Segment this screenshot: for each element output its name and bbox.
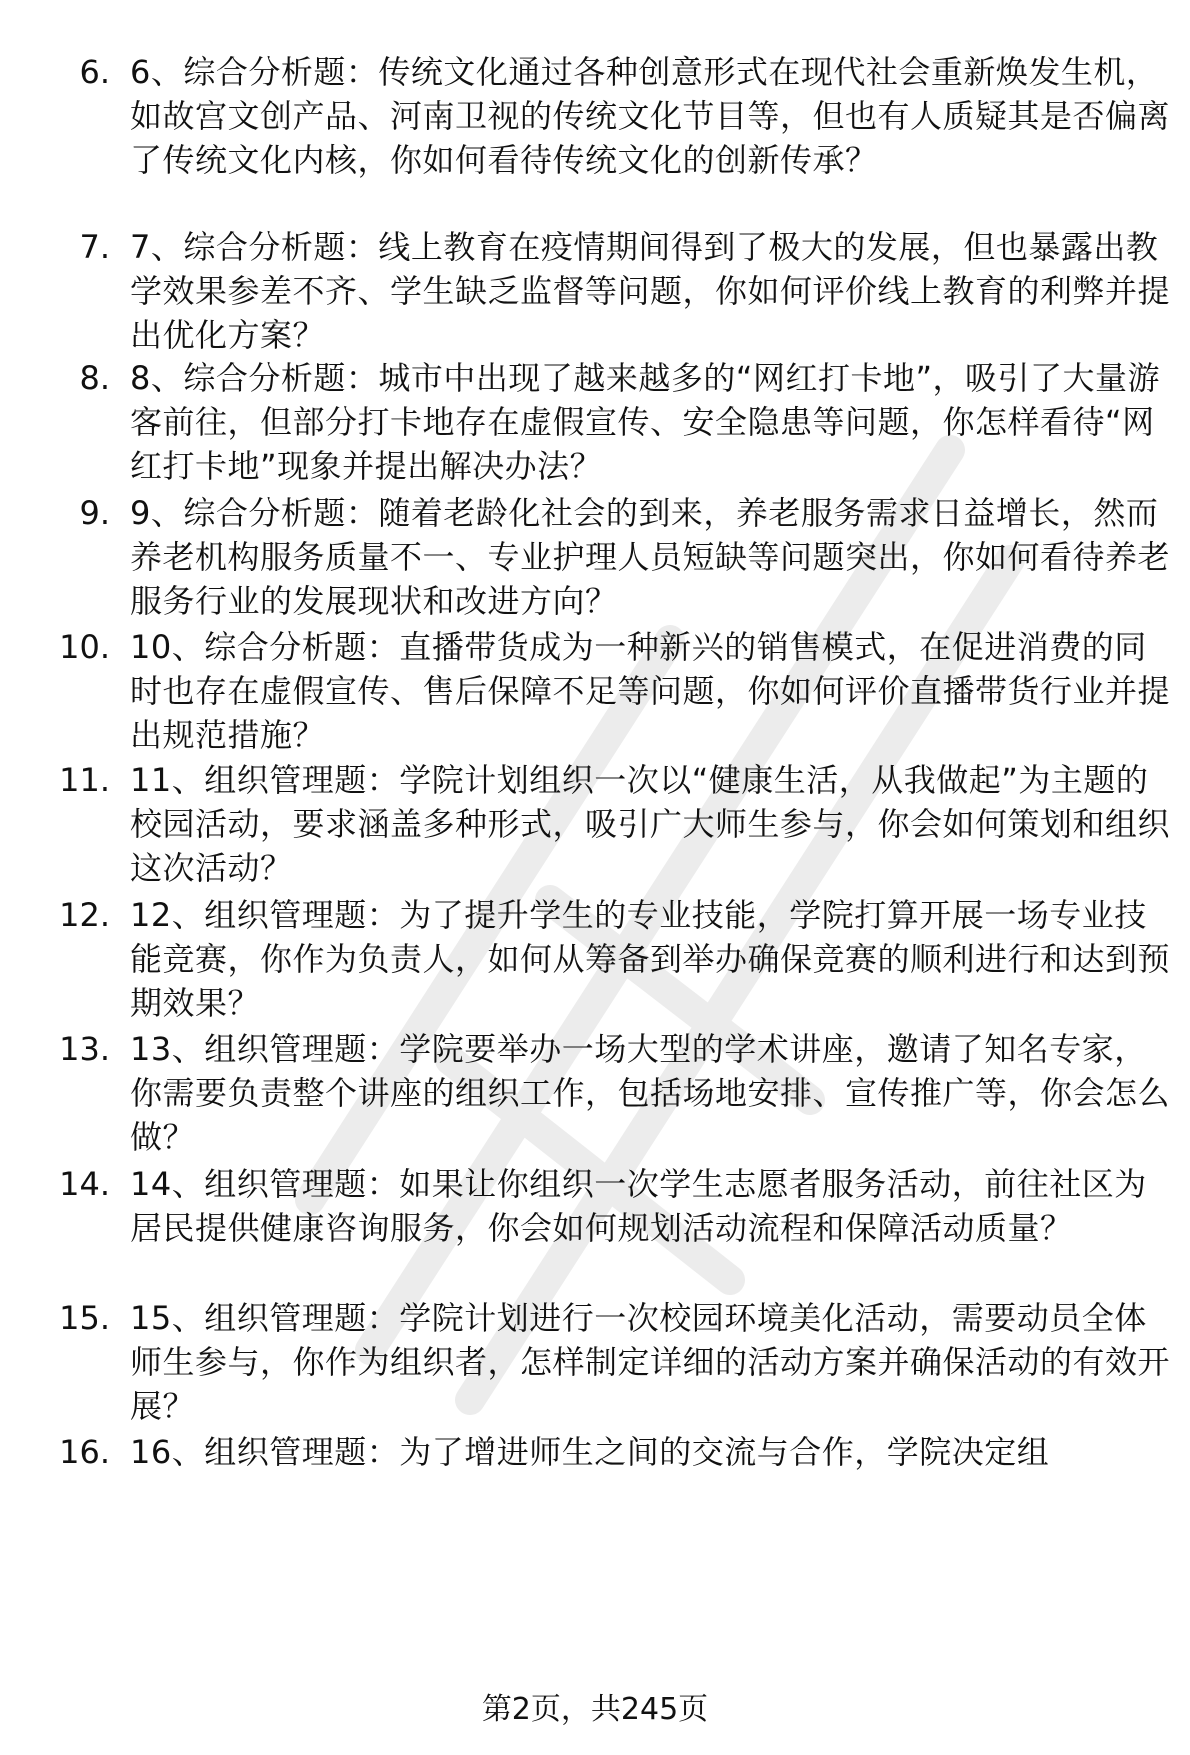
question-text: 7、综合分析题：线上教育在疫情期间得到了极大的发展，但也暴露出教学效果参差不齐、学生缺乏监督等问题，你如何评价线上教育的利弊并提出优化方案？ [130,228,1171,354]
question-number: 15. [59,1299,110,1337]
question-number: 12. [59,896,110,934]
question-number: 7. [79,228,110,266]
page-footer: 第2页，共245页 [481,1692,709,1727]
question-number: 16. [59,1433,110,1471]
question-number: 10. [59,628,110,666]
question-text: 6、综合分析题：传统文化通过各种创意形式在现代社会重新焕发生机，如故宫文创产品、河南卫视的传统文化节目等，但也有人质疑其是否偏离了传统文化内核，你如何看待传统文化的创新传承？ [130,53,1171,179]
question-text: 13、组织管理题：学院要举办一场大型的学术讲座，邀请了知名专家，你需要负责整个讲座的组织工作，包括场地安排、宣传推广等，你会怎么做？ [130,1030,1171,1156]
question-text: 8、综合分析题：城市中出现了越来越多的“网红打卡地”，吸引了大量游客前往，但部分打卡地存在虚假宣传、安全隐患等问题，你怎样看待“网红打卡地”现象并提出解决办法？ [130,359,1161,485]
question-number: 6. [79,53,110,91]
question-text: 16、组织管理题：为了增进师生之间的交流与合作，学院决定组 [130,1433,1050,1471]
question-number: 11. [59,761,110,799]
question-text: 11、组织管理题：学院计划组织一次以“健康生活，从我做起”为主题的校园活动，要求涵盖多种形式，吸引广大师生参与，你会如何策划和组织这次活动？ [130,761,1171,887]
question-text: 14、组织管理题：如果让你组织一次学生志愿者服务活动，前往社区为居民提供健康咨询服务，你会如何规划活动流程和保障活动质量？ [130,1165,1147,1247]
question-text: 12、组织管理题：为了提升学生的专业技能，学院打算开展一场专业技能竞赛，你作为负责人，如何从筹备到举办确保竞赛的顺利进行和达到预期效果？ [130,896,1171,1022]
question-number: 9. [79,494,110,532]
question-text: 9、综合分析题：随着老龄化社会的到来，养老服务需求日益增长，然而养老机构服务质量不一、专业护理人员短缺等问题突出，你如何看待养老服务行业的发展现状和改进方向？ [130,494,1171,620]
question-number: 14. [59,1165,110,1203]
question-number: 8. [79,359,110,397]
question-text: 10、综合分析题：直播带货成为一种新兴的销售模式，在促进消费的同时也存在虚假宣传、售后保障不足等问题，你如何评价直播带货行业并提出规范措施？ [130,628,1171,754]
question-number: 13. [59,1030,110,1068]
question-text: 15、组织管理题：学院计划进行一次校园环境美化活动，需要动员全体师生参与，你作为组织者，怎样制定详细的活动方案并确保活动的有效开展？ [130,1299,1171,1425]
